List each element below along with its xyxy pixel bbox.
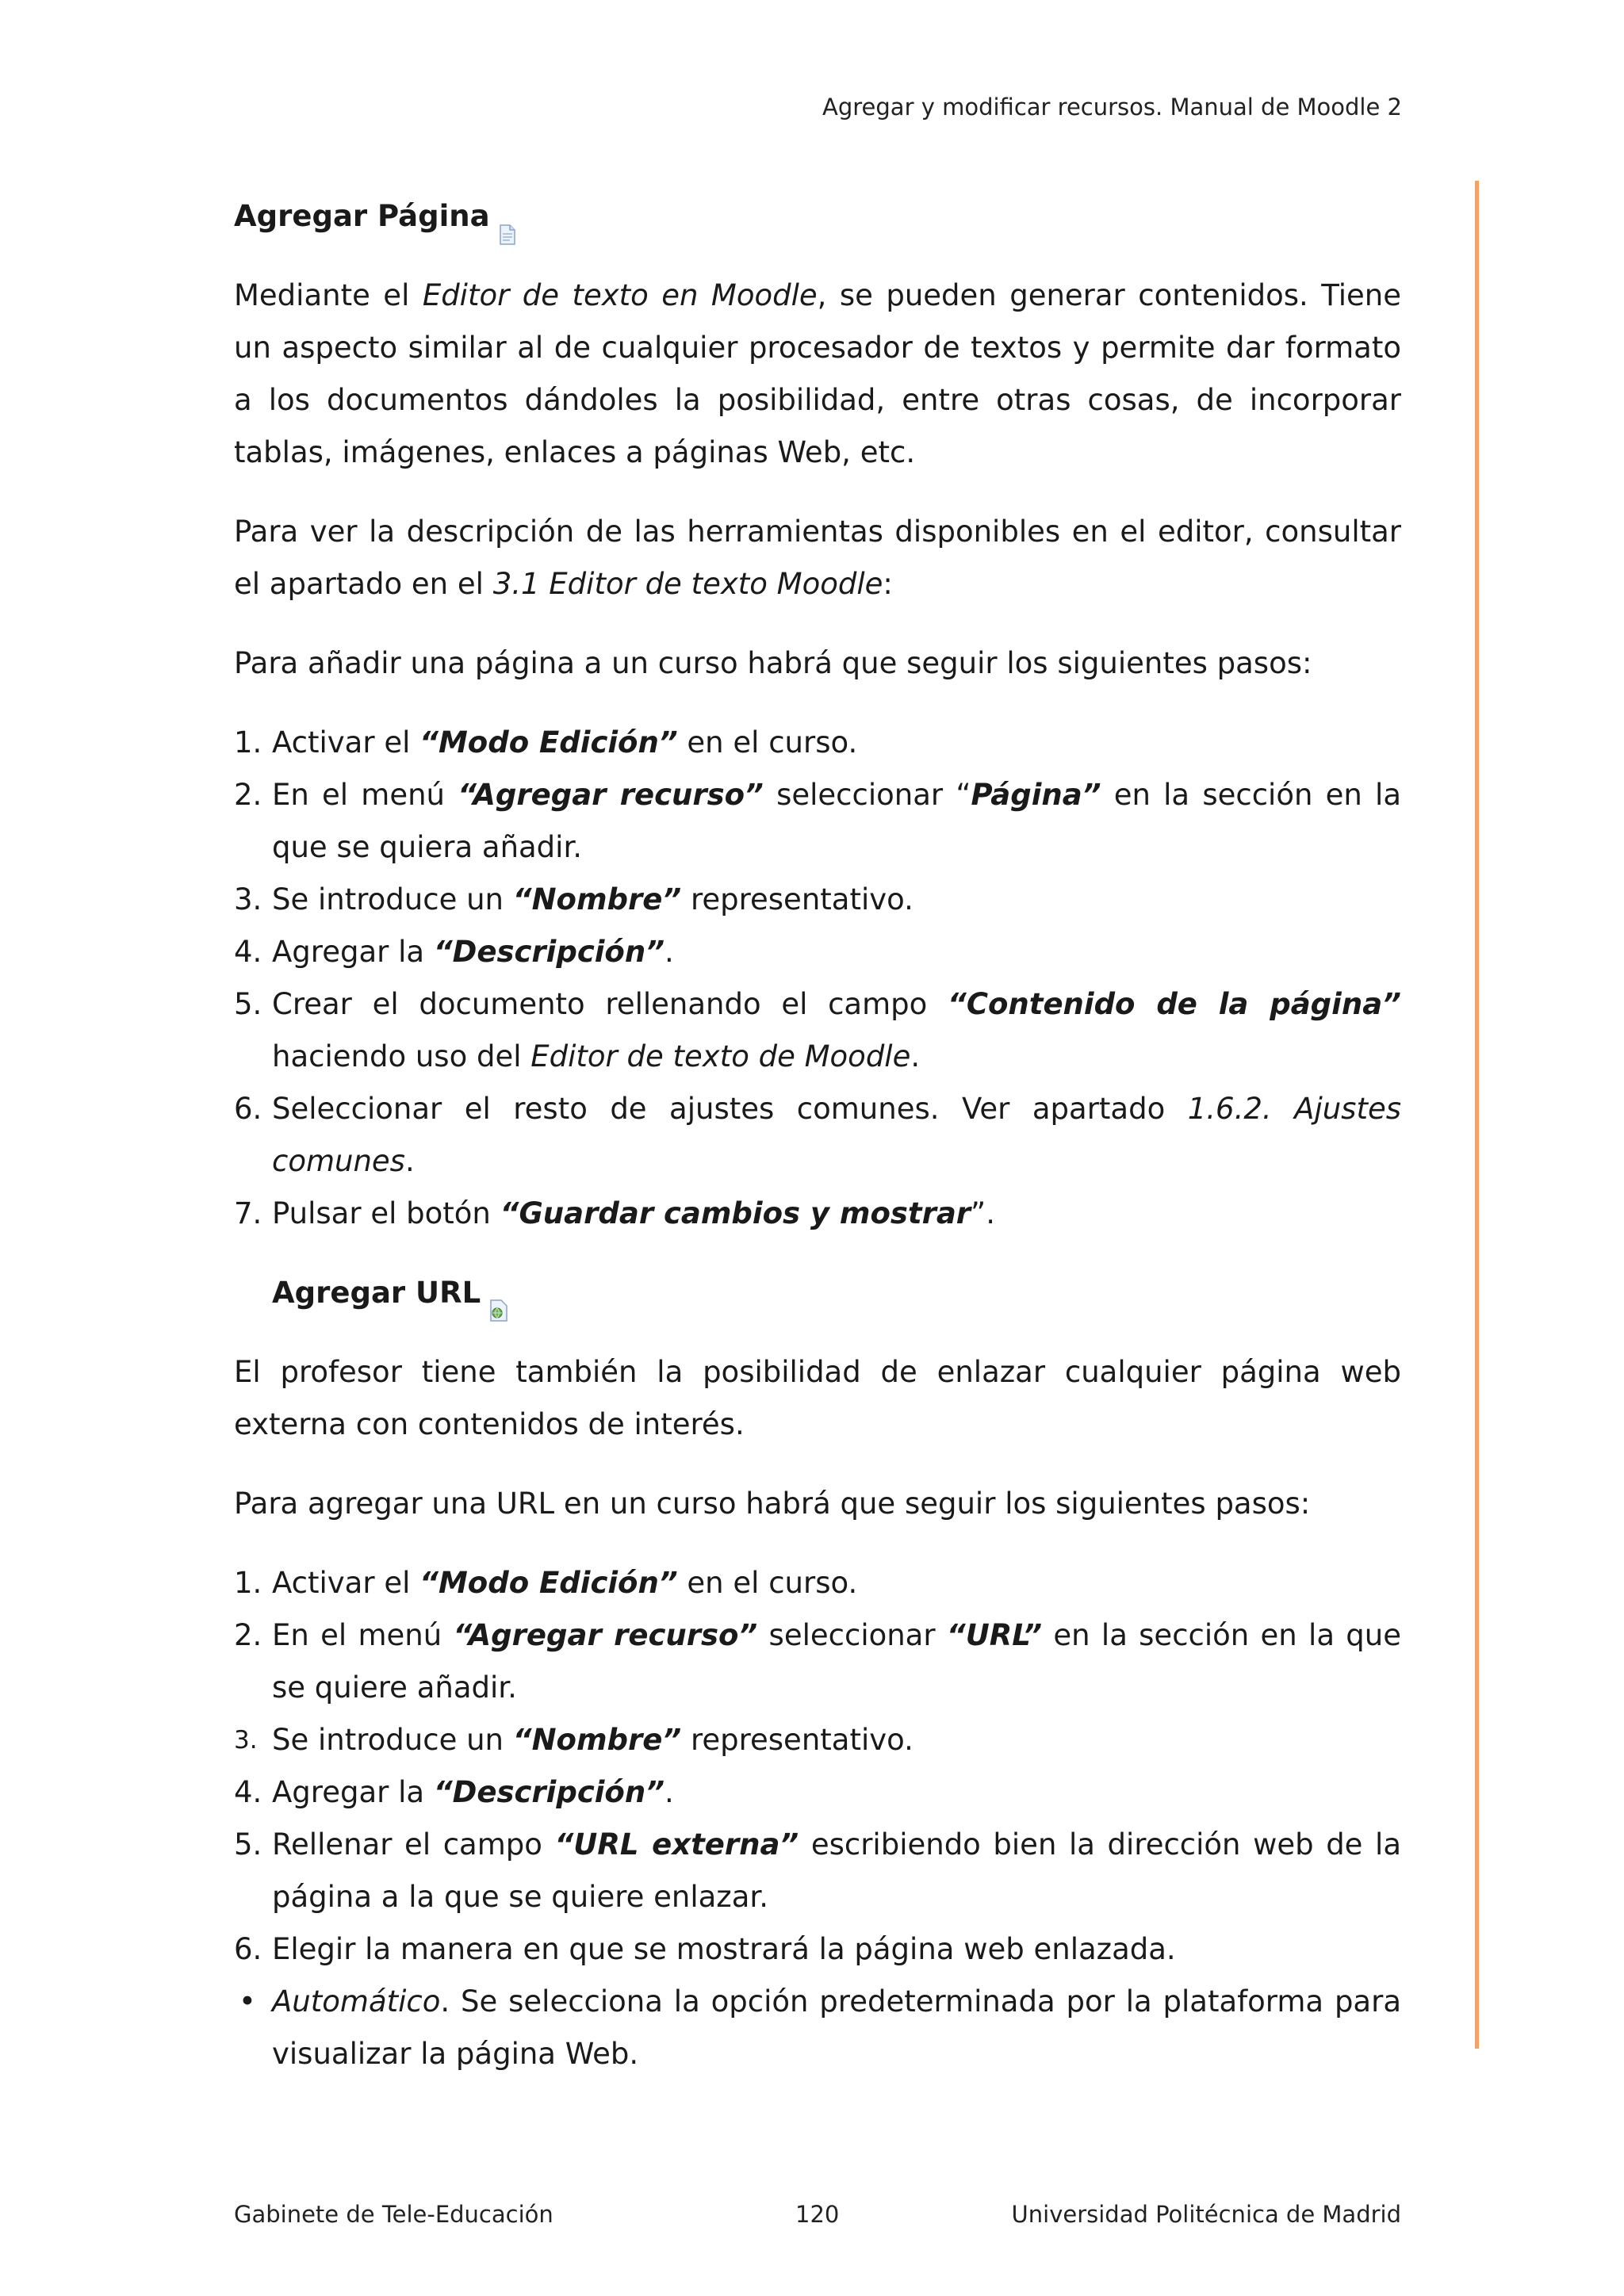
list-item-number: 7. xyxy=(234,1196,262,1230)
paragraph: Para agregar una URL en un curso habrá que seguir los siguientes pasos: xyxy=(234,1487,1311,1521)
text-run: 3.1 Editor de texto Moodle xyxy=(492,567,883,601)
text-run: “Agregar recurso” xyxy=(453,1618,758,1652)
list-item-number: 3. xyxy=(234,882,262,916)
footer-right: Universidad Politécnica de Madrid xyxy=(1011,2201,1401,2228)
text-run: “Contenido de la página” xyxy=(948,987,1401,1021)
page-number: 120 xyxy=(795,2201,840,2228)
text-run: “Descripción” xyxy=(433,1775,665,1809)
steps-list-url xyxy=(234,1557,1401,1976)
page-footer xyxy=(234,2201,1401,2228)
running-header: Agregar y modificar recursos. Manual de Moodle 2 xyxy=(822,94,1402,121)
list-item-number: 1. xyxy=(234,1566,262,1600)
page-margin-bar xyxy=(1475,181,1479,2049)
list-item-number: 1. xyxy=(234,725,262,760)
text-run: 1.6.2. Ajustes comunes xyxy=(272,1092,1401,1178)
list-item-number: 4. xyxy=(234,935,262,969)
paragraph: Para añadir una página a un curso habrá que seguir los siguientes pasos: xyxy=(234,646,1312,680)
list-item: 7. Pulsar el botón “Guardar cambios y mostrar”. xyxy=(272,1188,1401,1240)
text-run: Página” xyxy=(971,778,1101,812)
text-run: “Nombre” xyxy=(512,1723,682,1757)
text-run: “Nombre” xyxy=(512,882,682,916)
text-run: Automático xyxy=(272,1984,441,2019)
text-run: Editor de texto en Moodle xyxy=(422,278,818,312)
text-run: “Modo Edición” xyxy=(419,1566,678,1600)
text-run: “URL externa” xyxy=(554,1827,799,1862)
list-item: 4. Agregar la “Descripción”. xyxy=(272,926,1401,978)
text-run: Editor de texto de Moodle xyxy=(530,1039,911,1073)
list-item-number: 6. xyxy=(234,1092,262,1126)
bullet-list-url xyxy=(234,1976,1401,2080)
url-globe-icon xyxy=(488,1286,508,1307)
list-item-number: 5. xyxy=(234,1827,262,1862)
text-run: “Descripción” xyxy=(433,935,665,969)
page-icon xyxy=(498,209,517,230)
text-run: “URL” xyxy=(946,1618,1043,1652)
section-title-text: Agregar URL xyxy=(272,1276,481,1310)
list-item: 2. En el menú “Agregar recurso” seleccionar “Página” en la sección en la que se quiera añadir. xyxy=(272,769,1401,874)
list-item: 3. Se introduce un “Nombre” representativo. xyxy=(272,1714,1401,1766)
list-item-number: 5. xyxy=(234,987,262,1021)
list-item: 6. Seleccionar el resto de ajustes comunes. Ver apartado 1.6.2. Ajustes comunes. xyxy=(272,1083,1401,1188)
page-body xyxy=(234,190,1401,2080)
footer-left: Gabinete de Tele-Educación xyxy=(234,2201,553,2228)
section-title-url xyxy=(234,1267,1401,1319)
list-item: 2. En el menú “Agregar recurso” seleccionar “URL” en la sección en la que se quiere añadir. xyxy=(272,1609,1401,1714)
list-item: 1. Activar el “Modo Edición” en el curso. xyxy=(272,717,1401,769)
bullet-item: • Automático. Se selecciona la opción predeterminada por la plataforma para visualizar la página Web. xyxy=(272,1976,1401,2080)
list-item: 1. Activar el “Modo Edición” en el curso. xyxy=(272,1557,1401,1609)
list-item: 4. Agregar la “Descripción”. xyxy=(272,1766,1401,1819)
text-run: “Modo Edición” xyxy=(419,725,678,760)
text-run: “Agregar recurso” xyxy=(458,778,764,812)
list-item-number: 2. xyxy=(234,778,262,812)
text-run: “Guardar cambios y mostrar xyxy=(500,1196,971,1230)
list-item: 5. Crear el documento rellenando el campo “Contenido de la página” haciendo uso del Editor de texto de Moodle. xyxy=(272,978,1401,1083)
paragraph: Para ver la descripción de las herramientas disponibles en el editor, consultar el apartado en el 3.1 Editor de texto Moodle: xyxy=(234,515,1401,601)
list-item: 6. Elegir la manera en que se mostrará la página web enlazada. xyxy=(272,1923,1401,1976)
list-item: 3. Se introduce un “Nombre” representativo. xyxy=(272,874,1401,926)
steps-list-pagina xyxy=(234,717,1401,1240)
paragraph: Mediante el Editor de texto en Moodle, se pueden generar contenidos. Tiene un aspecto similar al de cualquier procesador de textos y permite dar formato a los documentos dándoles la posibilidad, entre otras cosas, de incorporar tablas, imágenes, enlaces a páginas Web, etc. xyxy=(234,278,1401,469)
list-item-number: 6. xyxy=(234,1932,262,1966)
list-item-number: 3. xyxy=(234,1726,258,1755)
list-item-number: 2. xyxy=(234,1618,262,1652)
section-title-pagina xyxy=(234,190,1401,243)
list-item: 5. Rellenar el campo “URL externa” escribiendo bien la dirección web de la página a la que se quiere enlazar. xyxy=(272,1819,1401,1923)
paragraph: El profesor tiene también la posibilidad de enlazar cualquier página web externa con contenidos de interés. xyxy=(234,1355,1401,1441)
section-title-text: Agregar Página xyxy=(234,199,490,233)
list-item-number: 4. xyxy=(234,1775,262,1809)
